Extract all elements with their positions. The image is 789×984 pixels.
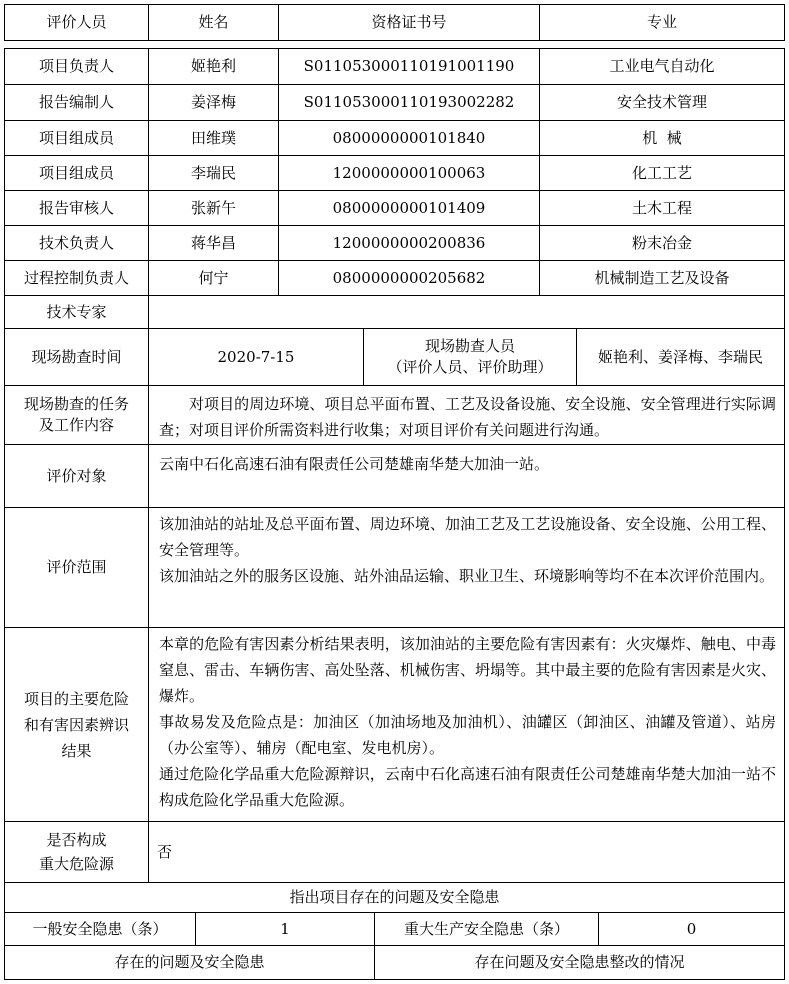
general-hazard-count: 1 (195, 912, 375, 946)
personnel-name: 田维璞 (148, 120, 279, 156)
hazards-text-1: 本章的危险有害因素分析结果表明，该加油站的主要危险有害因素有：火灾爆炸、触电、中毒窒息、雷击、车辆伤害、高处坠落、机械伤害、坍塌等。其中最主要的危险有害因素是火灾、爆炸。 (159, 635, 776, 705)
scope-text-1: 该加油站的站址及总平面布置、周边环境、加油工艺及工艺设施设备、安全设施、公用工程、安全管理等。 (159, 515, 776, 559)
scope-text-cell (148, 507, 785, 628)
task-text-cell (148, 385, 785, 445)
object-label: 评价对象 (4, 444, 149, 508)
header-major: 专业 (539, 4, 785, 41)
personnel-role: 项目负责人 (4, 48, 149, 85)
hazards-text-cell (148, 627, 785, 822)
personnel-cert: S011053000110193002282 (278, 84, 540, 121)
major-hazard-value: 否 (148, 821, 785, 883)
survey-time-label: 现场勘查时间 (4, 328, 149, 386)
personnel-cert: S011053000110191001190 (278, 48, 540, 85)
survey-staff-value: 姬艳利、姜泽梅、李瑞民 (576, 328, 785, 386)
header-name: 姓名 (148, 4, 279, 41)
object-text-cell (148, 444, 785, 508)
personnel-name: 何宁 (148, 260, 279, 296)
major-hazard-label (4, 821, 149, 883)
personnel-name: 李瑞民 (148, 155, 279, 191)
hazards-text-3: 通过危险化学品重大危险源辩识，云南中石化高速石油有限责任公司楚雄南华楚大加油一站不构成危险化学品重大危险源。 (159, 765, 776, 809)
personnel-major: 化工工艺 (539, 155, 785, 191)
personnel-major: 工业电气自动化 (539, 48, 785, 85)
header-cert: 资格证书号 (278, 4, 540, 41)
personnel-major: 安全技术管理 (539, 84, 785, 121)
expert-value (148, 295, 785, 329)
hazards-label-line3: 结果 (61, 741, 92, 760)
issues-title: 指出项目存在的问题及安全隐患 (4, 882, 785, 913)
hazards-label-line2: 和有害因素辨识 (23, 715, 129, 734)
personnel-role: 项目组成员 (4, 155, 149, 191)
hazards-label (4, 627, 149, 822)
personnel-major: 机械制造工艺及设备 (539, 260, 785, 296)
personnel-role: 报告审核人 (4, 190, 149, 226)
object-text: 云南中石化高速石油有限责任公司楚雄南华楚大加油一站。 (159, 455, 550, 473)
hazards-text-2: 事故易发及危险点是：加油区（加油场地及加油机）、油罐区（卸油区、油罐及管道）、站房（办公室等）、辅房（配电室、发电机房）。 (159, 713, 776, 757)
personnel-name: 蒋华昌 (148, 225, 279, 261)
hazards-label-line1: 项目的主要危险 (23, 689, 129, 708)
personnel-name: 姬艳利 (148, 48, 279, 85)
major-hazard-count-label: 重大生产安全隐患（条） (374, 912, 599, 946)
major-hazard-label-line1: 是否构成 (46, 831, 107, 849)
personnel-role: 过程控制负责人 (4, 260, 149, 296)
personnel-role: 技术负责人 (4, 225, 149, 261)
personnel-major: 粉末冶金 (539, 225, 785, 261)
general-hazard-label: 一般安全隐患（条） (4, 912, 196, 946)
task-label-line1: 现场勘查的任务 (23, 395, 129, 413)
header-role: 评价人员 (4, 4, 149, 41)
personnel-cert: 0800000000101409 (278, 190, 540, 226)
scope-label: 评价范围 (4, 507, 149, 628)
personnel-role: 报告编制人 (4, 84, 149, 121)
personnel-cert: 1200000000100063 (278, 155, 540, 191)
survey-staff-label-line1: 现场勘查人员 (424, 337, 515, 355)
personnel-major: 机 械 (539, 120, 785, 156)
task-text: 对项目的周边环境、项目总平面布置、工艺及设备设施、安全设施、安全管理进行实际调查；对项目评价所需资料进行收集；对项目评价有关问题进行沟通。 (159, 395, 776, 439)
personnel-name: 张新午 (148, 190, 279, 226)
personnel-name: 姜泽梅 (148, 84, 279, 121)
major-hazard-label-line2: 重大危险源 (38, 855, 114, 873)
task-label-line2: 及工作内容 (38, 416, 114, 434)
scope-text-2: 该加油站之外的服务区设施、站外油品运输、职业卫生、环境影响等均不在本次评价范围内。 (159, 567, 775, 585)
task-label (4, 385, 149, 445)
personnel-cert: 1200000000200836 (278, 225, 540, 261)
survey-staff-label-line2: （评价人员、评价助理） (387, 358, 553, 376)
survey-time-value: 2020-7-15 (148, 328, 364, 386)
personnel-cert: 0800000000205682 (278, 260, 540, 296)
personnel-role: 项目组成员 (4, 120, 149, 156)
personnel-cert: 0800000000101840 (278, 120, 540, 156)
survey-staff-label (363, 328, 577, 386)
issues-column-header: 存在的问题及安全隐患 (4, 945, 375, 980)
personnel-major: 土木工程 (539, 190, 785, 226)
expert-label: 技术专家 (4, 295, 149, 329)
rectify-column-header: 存在问题及安全隐患整改的情况 (374, 945, 785, 980)
major-hazard-count: 0 (598, 912, 785, 946)
